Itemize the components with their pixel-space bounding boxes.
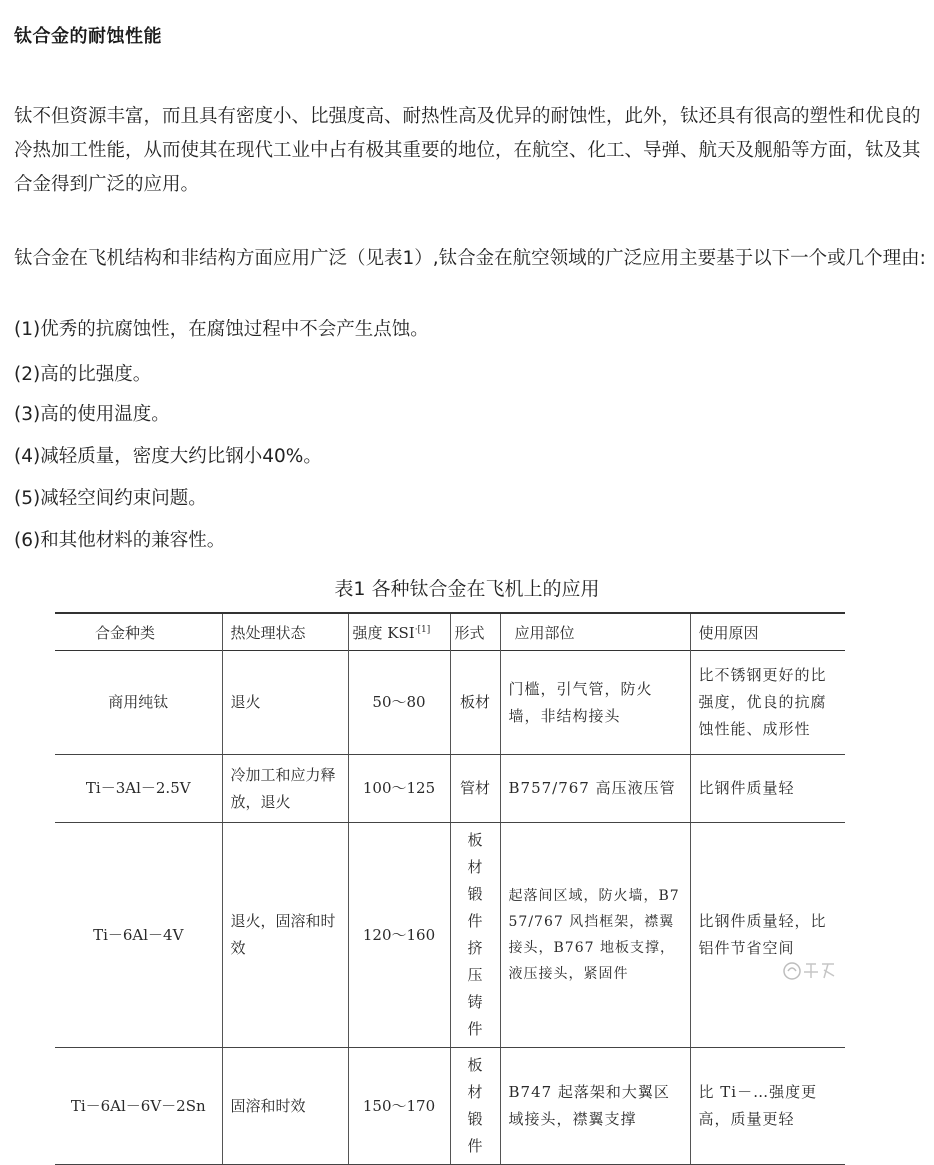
cell-application: B757/767 高压液压管 [500,755,690,823]
cell-strength: 120～160 [348,823,450,1048]
table-caption: 表1 各种钛合金在飞机上的应用 [334,578,600,600]
cell-form: 板材 [450,651,500,755]
table-header-row [55,613,845,651]
header-strength [348,613,450,651]
cell-heat-treatment: 退火，固溶和时效 [222,823,348,1048]
cell-form: 管材 [450,755,500,823]
reason-item-2: (2)高的比强度。 [14,364,152,385]
header-application: 应用部位 [500,613,690,651]
header-strength-footnote: ·[1] [414,624,431,635]
reason-item-5: (5)减轻空间约束问题。 [14,488,207,509]
table-row [55,755,845,823]
header-strength-label: 强度 KSI [352,623,415,642]
cell-alloy: Ti－3Al－2.5V [55,755,222,823]
cell-strength: 150～170 [348,1048,450,1165]
cell-heat-treatment: 退火 [222,651,348,755]
header-heat-treatment: 热处理状态 [222,613,348,651]
reason-item-6: (6)和其他材料的兼容性。 [14,530,226,551]
cell-strength: 50～80 [348,651,450,755]
cell-reason: 比不锈钢更好的比强度，优良的抗腐蚀性能、成形性 [690,651,845,755]
reason-item-1: (1)优秀的抗腐蚀性，在腐蚀过程中不会产生点蚀。 [14,319,429,340]
header-form: 形式 [450,613,500,651]
header-alloy: 合金种类 [95,623,156,642]
cell-form: 板材锻件挤压铸件 [450,823,500,1048]
article-heading: 钛合金的耐蚀性能 [14,26,162,47]
alloy-application-table [55,612,845,1165]
header-reason: 使用原因 [690,613,845,651]
watermark-logo-icon [782,958,838,984]
reasons-intro-paragraph: 钛合金在飞机结构和非结构方面应用广泛（见表1）,钛合金在航空领域的广泛应用主要基于以下一个或几个理由: [14,248,926,269]
cell-reason: 比 Ti－…强度更高，质量更轻 [690,1048,845,1165]
cell-reason: 比钢件质量轻，比铝件节省空间 [690,823,845,1048]
cell-form: 板材锻件 [450,1048,500,1165]
cell-alloy: Ti－6Al－4V [55,823,222,1048]
cell-application: 门槛，引气管，防火墙，非结构接头 [500,651,690,755]
cell-application: 起落间区域，防火墙，B757/767 风挡框架，襟翼接头，B767 地板支撑，液压接头，紧固件 [500,823,690,1048]
cell-heat-treatment: 冷加工和应力释放，退火 [222,755,348,823]
table-row [55,651,845,755]
cell-reason: 比钢件质量轻 [690,755,845,823]
table-row [55,823,845,1048]
table-row [55,1048,845,1165]
cell-alloy: 商用纯钛 [55,651,222,755]
intro-paragraph: 钛不但资源丰富，而且具有密度小、比强度高、耐热性高及优异的耐蚀性，此外，钛还具有很高的塑性和优良的冷热加工性能，从而使其在现代工业中占有极其重要的地位，在航空、化工、导弹、航天及舰船等方面，钛及其合金得到广泛的应用。 [14,106,921,195]
cell-alloy: Ti－6Al－6V－2Sn [55,1048,222,1165]
reason-item-4: (4)减轻质量，密度大约比钢小40%。 [14,446,322,467]
cell-heat-treatment: 固溶和时效 [222,1048,348,1165]
cell-strength: 100～125 [348,755,450,823]
cell-application: B747 起落架和大翼区域接头，襟翼支撑 [500,1048,690,1165]
alloy-table-container [55,612,845,1155]
reason-item-3: (3)高的使用温度。 [14,404,170,425]
